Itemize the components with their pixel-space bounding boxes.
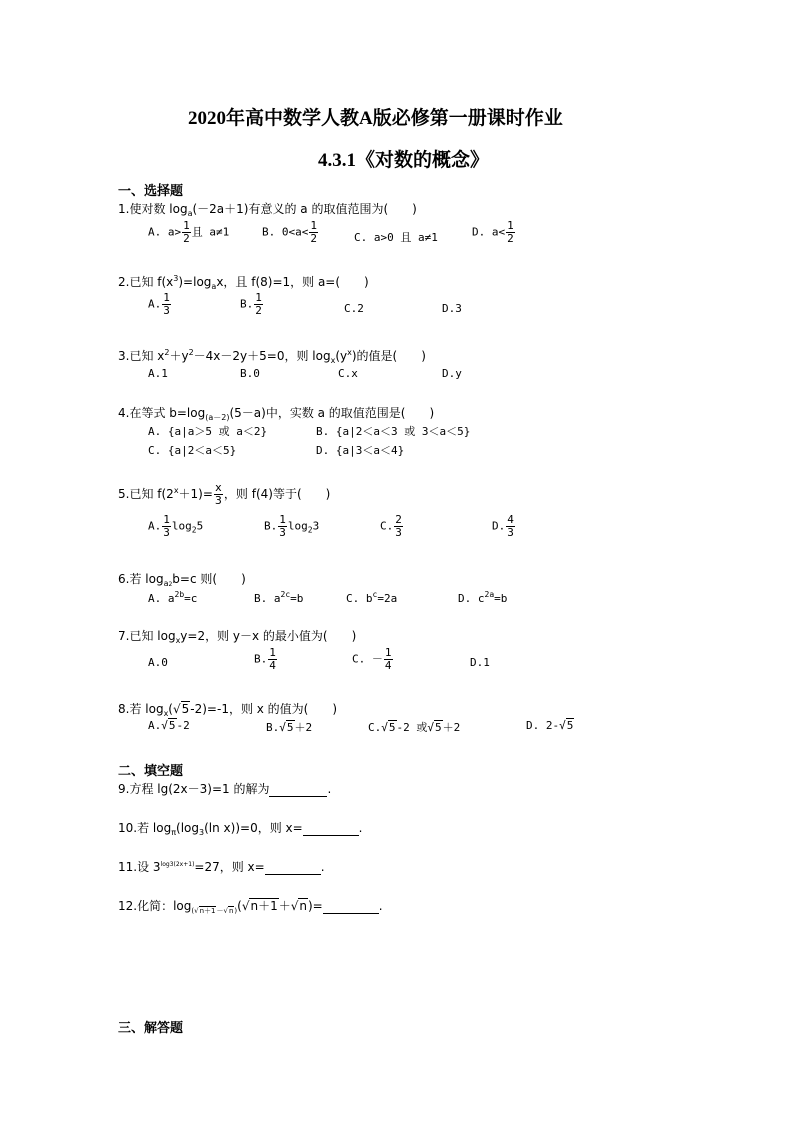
title-line-1: 2020年高中数学人教A版必修第一册课时作业 xyxy=(188,108,563,129)
question-4: 4.在等式 $b=\log_{(a-2)}(5-a)$中，实数 a 的取值范围是( ) xyxy=(118,406,435,422)
q1-option-c: C. a>0 且 a≠1 xyxy=(354,231,438,244)
q6-option-b: B. $a^{2c}=b$ xyxy=(254,590,304,605)
q1-option-b: B. 0<a< $\frac{1}{2}$ xyxy=(262,219,317,245)
q5-option-a: A. $\frac{1}{3}$ $\log_25$ xyxy=(148,513,204,539)
q3-option-a: A.1 xyxy=(148,367,168,380)
q3-option-c: C.x xyxy=(338,367,358,380)
question-3: 3.已知 $x^2+y^2-4x-2y+5=0$，则 $\log_x(y^x)$的值是( ) xyxy=(118,348,426,365)
answer-blank-10[interactable] xyxy=(303,821,359,836)
q3-option-d: D.y xyxy=(442,367,462,380)
answer-blank-12[interactable] xyxy=(323,899,379,914)
q2-option-d: D.3 xyxy=(442,302,462,315)
q8-option-c: C.√5-2 或√5＋2 xyxy=(368,721,461,734)
section-choice: 一、选择题 xyxy=(118,184,184,199)
q2-option-b: B. $\frac{1}{2}$ xyxy=(240,291,262,317)
question-8: 8.若 $\log_x(√5-2)=-1$，则 x 的值为( ) xyxy=(118,702,338,718)
question-10: 10.若 $\log_\pi(\log_3(\ln$ x))=0，则 x= . xyxy=(118,821,363,837)
q7-option-d: D.1 xyxy=(470,656,490,669)
q1-option-d: D. a< $\frac{1}{2}$ xyxy=(472,219,514,245)
q6-option-d: D. $c^{2a}=b$ xyxy=(458,590,508,605)
question-9: 9.方程 lg(2x－3)=1 的解为 . xyxy=(118,782,332,796)
q5-option-c: C. $\frac{2}{3}$ xyxy=(380,513,402,539)
section-fill: 二、填空题 xyxy=(118,764,184,779)
q8-option-b: B.√5＋2 xyxy=(266,721,313,734)
q5-option-b: B. $\frac{1}{3}$ $\log_23$ xyxy=(264,513,320,539)
question-2: 2.已知 $f(x^3)=\log_ax$，且 f(8)=1，则 a=( ) xyxy=(118,274,369,291)
q6-option-c: C. $b^c=2a$ xyxy=(346,590,398,605)
q4-option-c: C. {a|2＜a＜5} xyxy=(148,444,237,457)
question-6: 6.若 $\log_{a2}b=c$ 则( ) xyxy=(118,572,246,588)
section-answer: 三、解答题 xyxy=(118,1021,184,1036)
q3-option-b: B.0 xyxy=(240,367,260,380)
answer-blank-11[interactable] xyxy=(265,860,321,875)
q4-option-b: B. {a|2＜a＜3 或 3＜a＜5} xyxy=(316,425,471,438)
answer-blank-9[interactable] xyxy=(269,782,327,797)
question-11: 11.设 $3^{log3(2x+1)}=27$，则 x= . xyxy=(118,860,325,874)
q7-option-c: C. － $\frac{1}{4}$ xyxy=(352,646,392,672)
q7-option-b: B. $\frac{1}{4}$ xyxy=(254,646,276,672)
title-line-2: 4.3.1《对数的概念》 xyxy=(318,150,490,171)
q1-option-a: A. a> $\frac{1}{2}$ 且 a≠1 xyxy=(148,219,230,245)
q7-option-a: A.0 xyxy=(148,656,168,669)
q8-option-d: D. 2-√5 xyxy=(526,719,574,732)
q2-option-c: C.2 xyxy=(344,302,364,315)
q4-option-d: D. {a|3＜a＜4} xyxy=(316,444,405,457)
question-5: 5.已知 $f(2^x+1)=$ $\frac{x}{3}$ ，则 f(4)等于( ) xyxy=(118,481,331,507)
q5-option-d: D. $\frac{4}{3}$ xyxy=(492,513,514,539)
q4-option-a: A. {a|a＞5 或 a＜2} xyxy=(148,425,268,438)
q6-option-a: A. $a^{2b}=c$ xyxy=(148,590,198,605)
question-1: 1.使对数 $\log_a(-2a+1)$有意义的 a 的取值范围为( ) xyxy=(118,202,417,218)
question-7: 7.已知 $\log_xy=2$，则 y－x 的最小值为( ) xyxy=(118,629,357,645)
q8-option-a: A.√5-2 xyxy=(148,719,190,732)
q2-option-a: A. $\frac{1}{3}$ xyxy=(148,291,170,317)
question-12: 12.化简：$\log_{(√n+1-√n)}(√n+1+√n)=$ . xyxy=(118,899,383,915)
